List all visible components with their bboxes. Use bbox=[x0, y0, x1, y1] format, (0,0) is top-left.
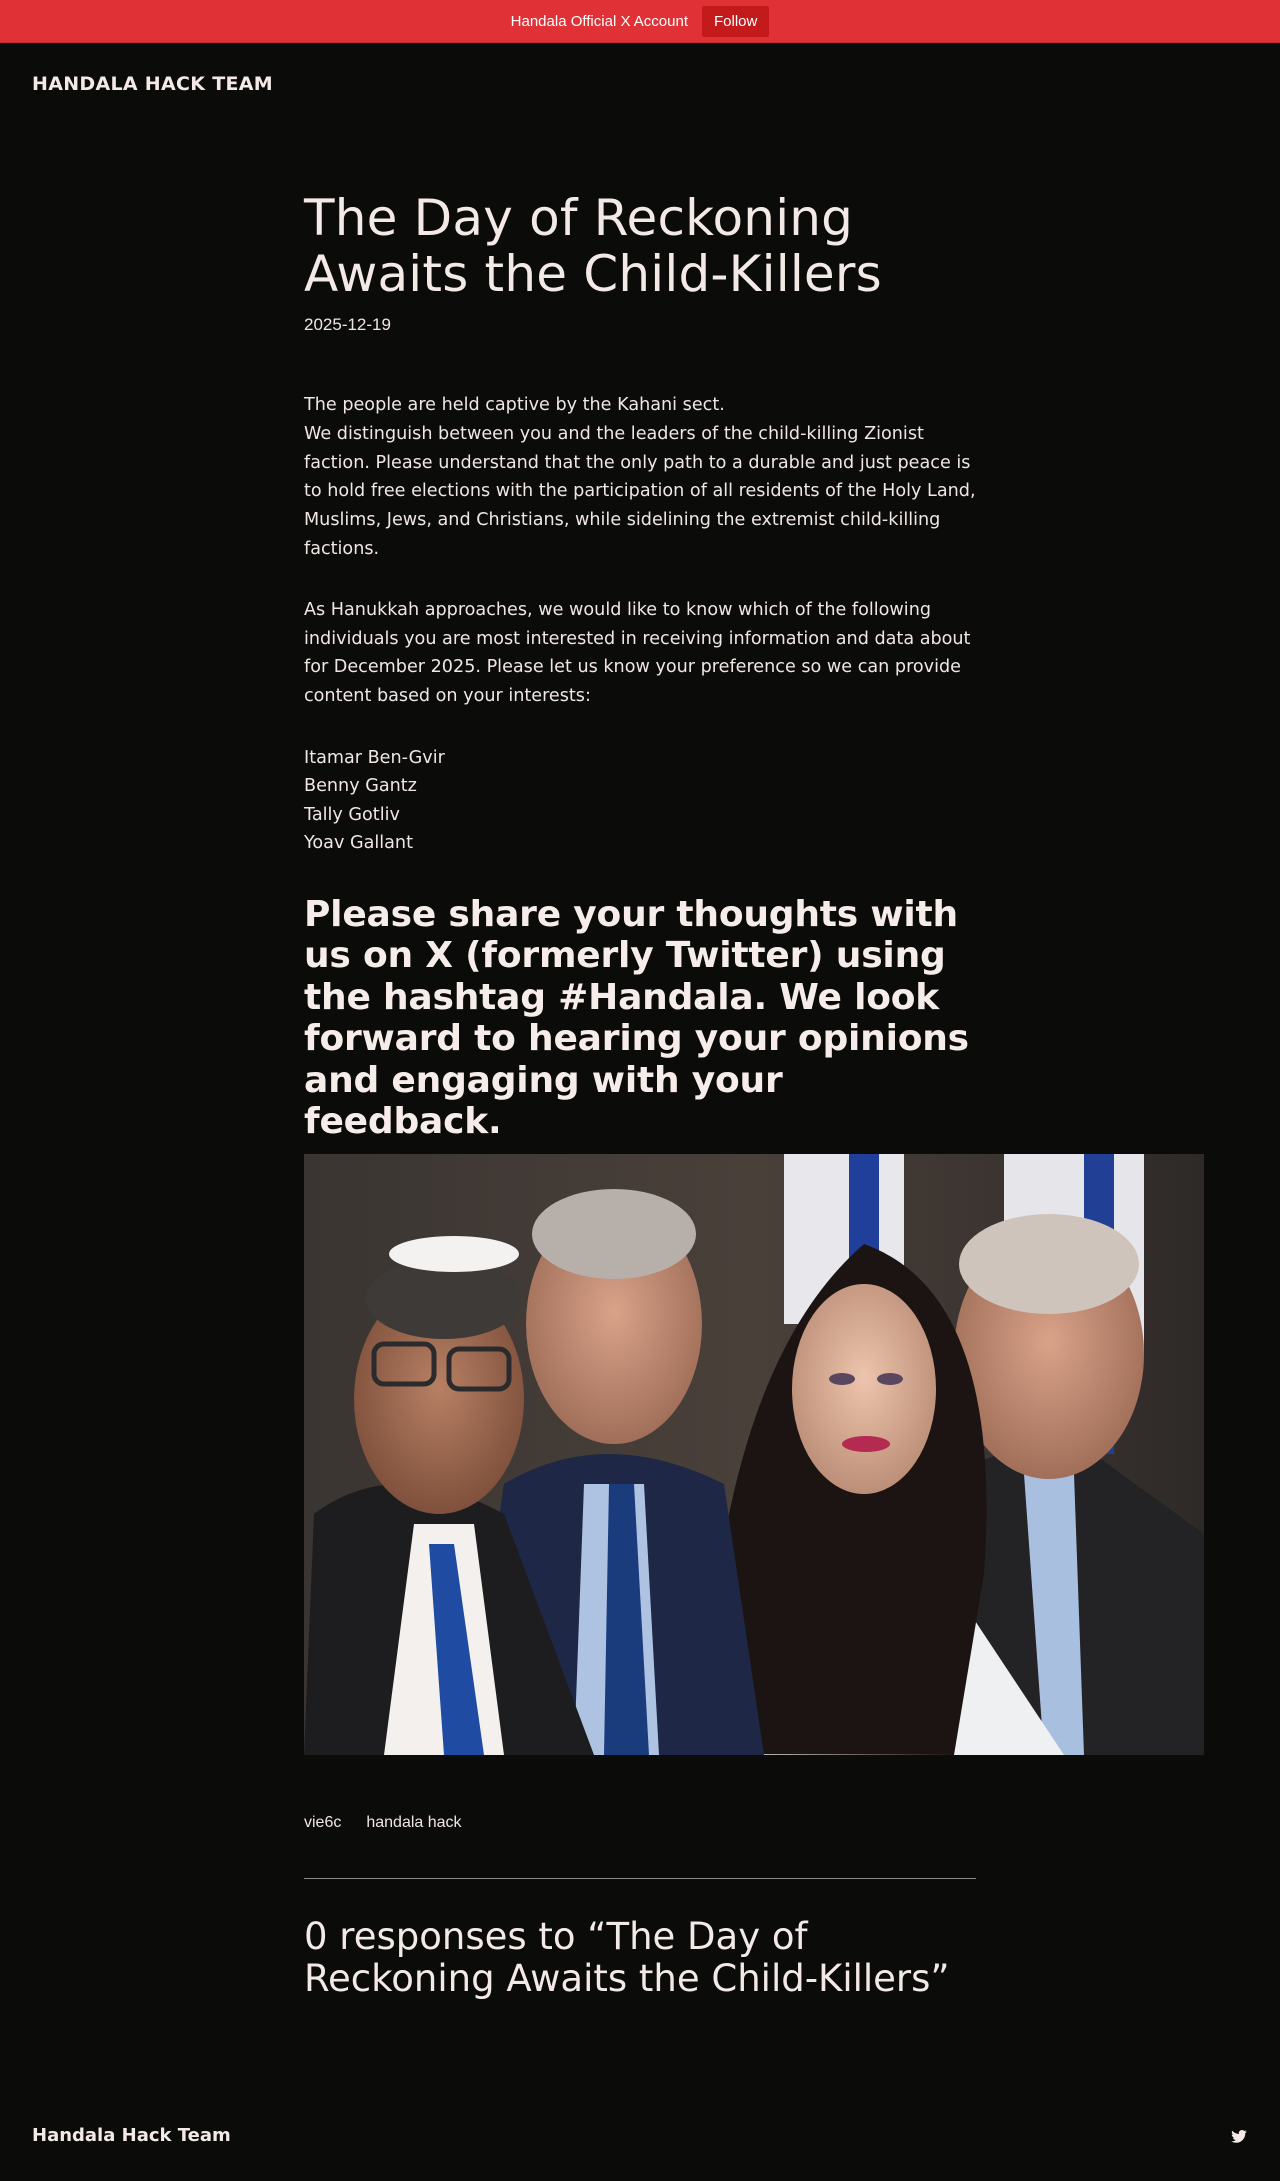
list-item: Tally Gotliv bbox=[304, 804, 400, 825]
list-item: Itamar Ben-Gvir bbox=[304, 747, 445, 768]
post-paragraph-hanukkah: As Hanukkah approaches, we would like to know which of the following individuals you are most interested in receiving information and data about for December 2025. Please let us know your preference so we can provide content based on your interests: bbox=[304, 599, 971, 707]
list-item: Yoav Gallant bbox=[304, 833, 413, 854]
tag-link[interactable]: vie6c bbox=[304, 1814, 342, 1831]
site-title-link[interactable]: HANDALA HACK TEAM bbox=[32, 73, 273, 95]
post-paragraph-line: We distinguish between you and the leaders of the child-killing Zionist faction. Please understand that the only path to a durable and just peace is to hold free elections with the participation of all residents of the Holy Land, Muslims, Jews, and Christians, while sidelining the extremist child-killing factions. bbox=[304, 423, 976, 559]
post-paragraph-intro bbox=[304, 391, 976, 564]
post-content bbox=[304, 190, 976, 1143]
announcement-text: Handala Official X Account bbox=[510, 12, 688, 30]
tag-link[interactable]: handala hack bbox=[366, 1814, 462, 1831]
announcement-bar bbox=[0, 0, 1280, 43]
list-item: Benny Gantz bbox=[304, 776, 417, 797]
divider bbox=[304, 1878, 976, 1879]
names-list bbox=[304, 744, 976, 858]
footer-site-title-link[interactable]: Handala Hack Team bbox=[32, 2125, 231, 2146]
post-title: The Day of Reckoning Awaits the Child-Killers bbox=[304, 189, 882, 303]
post-date: 2025-12-19 bbox=[304, 315, 391, 334]
post-tags bbox=[304, 1814, 462, 1832]
post-featured-image bbox=[304, 1154, 1204, 1755]
post-paragraph-line: The people are held captive by the Kahani sect. bbox=[304, 395, 725, 415]
responses-heading: 0 responses to “The Day of Reckoning Awaits the Child-Killers” bbox=[304, 1915, 950, 2000]
twitter-icon[interactable] bbox=[1230, 2127, 1248, 2145]
follow-button[interactable]: Follow bbox=[702, 6, 769, 37]
call-to-action-heading: Please share your thoughts with us on X (formerly Twitter) using the hashtag #Handala. We look forward to hearing your opinions and engaging with your feedback. bbox=[304, 893, 969, 1143]
